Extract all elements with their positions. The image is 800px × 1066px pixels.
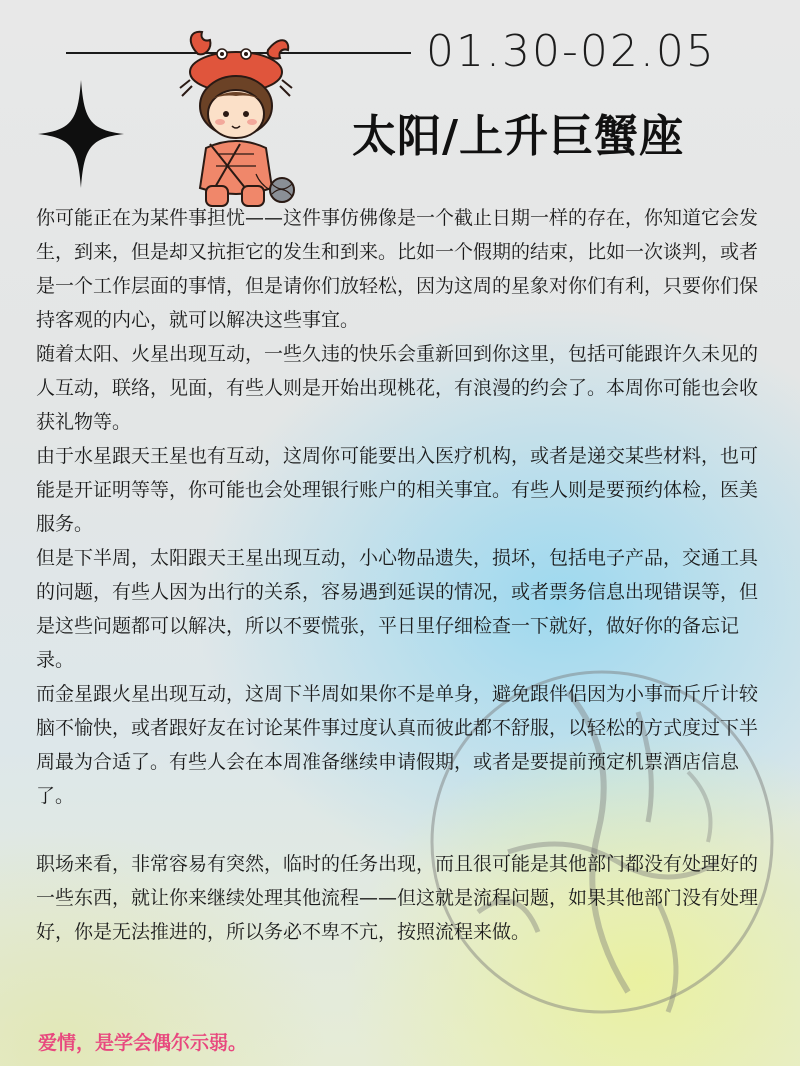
horoscope-body xyxy=(36,201,776,949)
paragraph: 随着太阳、火星出现互动，一些久违的快乐会重新回到你这里，包括可能跟许久未见的人互动，联络，见面，有些人则是开始出现桃花，有浪漫的约会了。本周你可能也会收获礼物等。 xyxy=(36,343,759,433)
crab-girl-mascot-illustration xyxy=(170,24,302,210)
paragraph: 但是下半周，太阳跟天王星出现互动，小心物品遗失，损坏，包括电子产品，交通工具的问题，有些人因为出行的关系，容易遇到延误的情况，或者票务信息出现错误等，但是这些问题都可以解决，所以不要慌张，平日里仔细检查一下就好，做好你的备忘记录。 xyxy=(36,547,759,671)
page-title: 太阳/上升巨蟹座 xyxy=(352,111,685,162)
paragraph: 而金星跟火星出现互动，这周下半周如果你不是单身，避免跟伴侣因为小事而斤斤计较脑不愉快，或者跟好友在讨论某件事过度认真而彼此都不舒服，以轻松的方式度过下半周最为合适了。有些人会在本周准备继续申请假期，或者是要提前预定机票酒店信息了。 xyxy=(36,683,759,807)
four-point-star-icon xyxy=(38,80,124,188)
date-range: 01.30-02.05 xyxy=(426,26,716,77)
paragraph-career: 职场来看，非常容易有突然，临时的任务出现，而且很可能是其他部门都没有处理好的一些东西，就让你来继续处理其他流程——但这就是流程问题，如果其他部门没有处理好，你是无法推进的，所以务必不卑不亢，按照流程来做。 xyxy=(36,853,759,943)
paragraph: 你可能正在为某件事担忧——这件事仿佛像是一个截止日期一样的存在，你知道它会发生，到来，但是却又抗拒它的发生和到来。比如一个假期的结束，比如一次谈判，或者是一个工作层面的事情，但是请你们放轻松，因为这周的星象对你们有利，只要你们保持客观的内心，就可以解决这些事宜。 xyxy=(36,207,759,331)
paragraph: 由于水星跟天王星也有互动，这周你可能要出入医疗机构，或者是递交某些材料，也可能是开证明等等，你可能也会处理银行账户的相关事宜。有些人则是要预约体检，医美服务。 xyxy=(36,445,759,535)
love-tagline: 爱情，是学会偶尔示弱。 xyxy=(38,1032,248,1054)
